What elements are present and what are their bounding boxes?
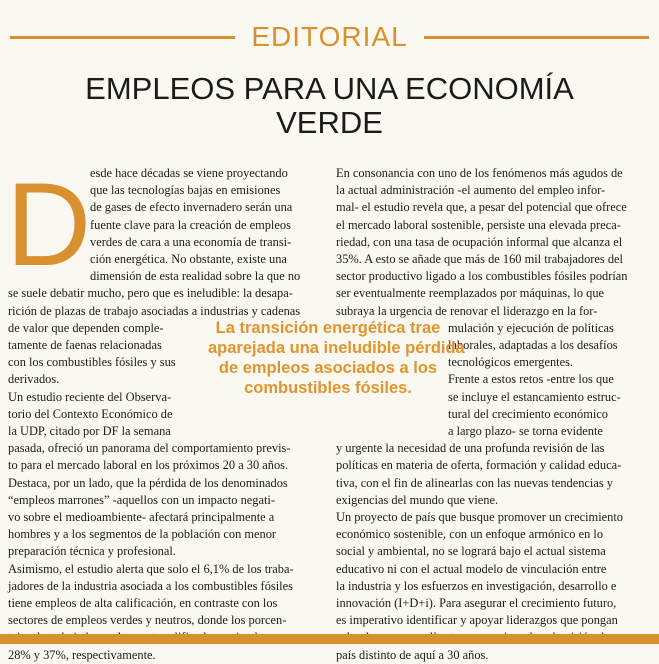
text-line: laborales, adaptadas a los desafíos: [448, 338, 618, 353]
text-line: rición de plazas de trabajo asociadas a industrias y cadenas: [8, 303, 301, 318]
text-line: país distinto de aquí a 30 años.: [336, 647, 489, 662]
text-line: a largo plazo- se torna evidente: [448, 424, 603, 439]
text-line: sectores de empleos verdes y neutros, donde los porcen-: [8, 613, 287, 628]
text-line: vo sobre el medioambiente- afectará principalmente a: [8, 510, 275, 525]
text-line: dimensión de esta realidad sobre la que no: [90, 269, 301, 284]
pull-quote-line: La transición energética trae: [215, 319, 441, 337]
text-line: ción energética. No obstante, existe una: [90, 252, 287, 267]
text-line: tiene empleos de alta calificación, en contraste con los: [8, 596, 278, 611]
text-line: se incluye el estancamiento estruc-: [448, 389, 621, 404]
text-line: preparación técnica y profesional.: [8, 544, 176, 559]
headline-line: EMPLEOS PARA UNA ECONOMÍA: [85, 71, 574, 106]
pull-quote: [208, 318, 465, 398]
text-line: la actual administración -el aumento del empleo infor-: [336, 183, 606, 198]
text-line: de gases de efecto invernadero serán una: [90, 200, 293, 215]
text-line: Un proyecto de país que busque promover un crecimiento: [336, 510, 623, 525]
text-line: políticas en materia de oferta, formación y calidad educa-: [336, 458, 622, 473]
text-line: sector productivo ligado a los combustibles fósiles podrían: [336, 269, 628, 284]
text-line: “empleos marrones” -aquellos con un impacto negati-: [8, 492, 275, 507]
text-line: 35%. A esto se añade que más de 160 mil trabajadores del: [336, 252, 623, 267]
text-line: Asimismo, el estudio alerta que solo el 6,1% de los traba-: [8, 561, 294, 576]
article-column-right: [336, 165, 656, 664]
text-line: verdes de cara a una economía de transi-: [90, 234, 292, 249]
paragraph: [8, 561, 328, 664]
pull-quote-line: aparejada una ineludible pérdida: [208, 339, 465, 357]
text-line: con los combustibles fósiles y sus: [8, 355, 176, 370]
text-line: que las tecnologías bajas en emisiones: [90, 183, 281, 198]
section-label: [0, 20, 659, 54]
text-line: educativo ni con el actual modelo de vinculación entre: [336, 561, 607, 576]
text-line: 28% y 37%, respectivamente.: [8, 647, 156, 662]
text-line: fuente clave para la creación de empleos: [90, 217, 291, 232]
text-line: tamente de faenas relacionadas: [8, 338, 162, 353]
article-column-left: [6, 159, 328, 664]
text-line: mulación y ejecución de políticas: [448, 320, 614, 335]
text-line: tiva, con el fin de alinearlas con las nuevas tendencias y: [336, 475, 613, 490]
text-line: la UDP, citado por DF la semana: [8, 424, 171, 439]
text-line: de valor que dependen comple-: [8, 320, 164, 335]
pull-quote-line: combustibles fósiles.: [244, 379, 412, 397]
text-line: el mercado laboral sostenible, persiste una elevada preca-: [336, 217, 621, 232]
section-label-text: EDITORIAL: [239, 21, 419, 52]
text-line: En consonancia con uno de los fenómenos más agudos de: [336, 166, 623, 180]
text-line: innovación (I+D+i). Para asegurar el crecimiento futuro,: [336, 596, 617, 611]
text-line: subraya la urgencia de renovar el liderazgo en la for-: [336, 303, 598, 318]
text-line: Destaca, por un lado, que la pérdida de los denominados: [8, 475, 288, 490]
text-line: jadores de la industria asociada a los combustibles fósiles: [8, 578, 293, 593]
text-line: hombres y a los segmentos de la población con menor: [8, 527, 277, 542]
footer-band: [0, 634, 659, 644]
text-line: to para el mercado laboral en los próximos 20 a 30 años.: [8, 458, 289, 473]
text-line: social y ambiental, no se logrará bajo el actual sistema: [336, 544, 606, 559]
paragraph: [8, 389, 328, 561]
text-line: la industria y los esfuerzos en investigación, desarrollo e: [336, 578, 617, 593]
text-line: tural del crecimiento económico: [448, 406, 608, 421]
text-line: torio del Contexto Económico de: [8, 406, 173, 421]
text-line: Un estudio reciente del Observa-: [8, 389, 172, 404]
text-line: tecnológicos emergentes.: [448, 355, 574, 370]
text-line: riedad, con una tasa de ocupación informal que alcanza el: [336, 234, 623, 249]
text-line: pasada, ofreció un panorama del comportamiento previs-: [8, 441, 291, 456]
pull-quote-line: de empleos asociados a los: [218, 359, 438, 377]
text-line: y urgente la necesidad de una profunda revisión de las: [336, 441, 605, 456]
text-line: mal- el estudio revela que, a pesar del potencial que ofrece: [336, 200, 627, 215]
text-line: ser eventualmente reemplazados por máquinas, lo que: [336, 286, 605, 301]
text-line: exigencias del mundo que viene.: [336, 492, 499, 507]
headline: [20, 72, 639, 140]
drop-cap: D: [6, 159, 92, 291]
text-line: esde hace décadas se viene proyectando: [90, 166, 288, 180]
headline-line: VERDE: [276, 105, 383, 140]
text-line: económico sostenible, con un enfoque armónico en lo: [336, 527, 604, 542]
text-line: es imperativo identificar y apoyar liderazgos que pongan: [336, 613, 618, 628]
text-line: Frente a estos retos -entre los que: [448, 372, 614, 387]
text-line: derivados.: [8, 372, 60, 387]
text-line: se suele debatir mucho, pero que es ineludible: la desapa-: [8, 286, 293, 301]
